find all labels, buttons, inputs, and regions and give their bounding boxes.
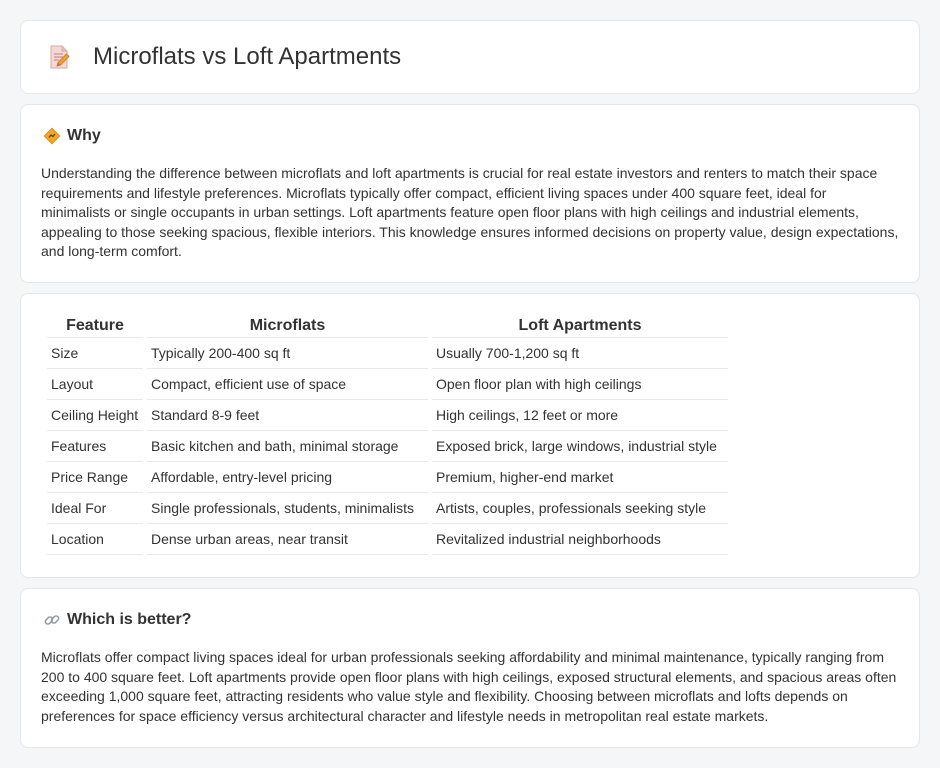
- why-title: Why: [67, 127, 101, 144]
- row-feature: Location: [47, 524, 143, 555]
- which-is-better-card: [20, 588, 920, 748]
- row-microflats: Typically 200-400 sq ft: [147, 338, 428, 369]
- row-loft: Premium, higher-end market: [432, 462, 728, 493]
- title-row: [45, 43, 401, 71]
- table-row: [47, 493, 728, 524]
- row-microflats: Affordable, entry-level pricing: [147, 462, 428, 493]
- why-heading: [43, 127, 101, 145]
- row-feature: Features: [47, 431, 143, 462]
- row-microflats: Single professionals, students, minimalists: [147, 493, 428, 524]
- table-row: [47, 524, 728, 555]
- row-microflats: Dense urban areas, near transit: [147, 524, 428, 555]
- page-title: Microflats vs Loft Apartments: [93, 43, 402, 70]
- comparison-table: [43, 316, 732, 555]
- row-loft: Exposed brick, large windows, industrial style: [432, 431, 728, 462]
- row-microflats: Basic kitchen and bath, minimal storage: [147, 431, 428, 462]
- row-feature: Ceiling Height: [47, 400, 143, 431]
- row-loft: Usually 700-1,200 sq ft: [432, 338, 728, 369]
- why-text: Understanding the difference between microflats and loft apartments is crucial for real estate investors and renters to match their space requirements and lifestyle preferences. Microflats typically offer compact, efficient living spaces under 400 square feet, ideal for minimalists or single occupants in urban settings. Loft apartments feature open floor plans with high ceilings and industrial elements, appealing to those seeking spacious, flexible interiors. This knowledge ensures informed decisions on property value, design expectations, and long-term comfort.: [41, 165, 899, 260]
- better-text: Microflats offer compact living spaces ideal for urban professionals seeking affordability and minimal maintenance, typically ranging from 200 to 400 square feet. Loft apartments provide open floor plans with high ceilings, exposed structural elements, and spacious areas often exceeding 1,000 square feet, attracting residents who value style and flexibility. Choosing between microflats and lofts depends on preferences for space efficiency versus architectural character and lifestyle needs in metropolitan real estate markets.: [41, 649, 897, 724]
- row-feature: Ideal For: [47, 493, 143, 524]
- row-loft: Open floor plan with high ceilings: [432, 369, 728, 400]
- row-loft: High ceilings, 12 feet or more: [432, 400, 728, 431]
- link-icon: [43, 611, 61, 629]
- document-edit-icon: [45, 43, 73, 71]
- row-feature: Size: [47, 338, 143, 369]
- row-microflats: Standard 8-9 feet: [147, 400, 428, 431]
- table-row: [47, 431, 728, 462]
- header-feature: Feature: [47, 316, 143, 338]
- table-row: [47, 338, 728, 369]
- row-feature: Price Range: [47, 462, 143, 493]
- header-microflats: Microflats: [147, 316, 428, 338]
- header-loft-apartments: Loft Apartments: [432, 316, 728, 338]
- row-loft: Revitalized industrial neighborhoods: [432, 524, 728, 555]
- better-title: Which is better?: [67, 611, 192, 628]
- table-row: [47, 400, 728, 431]
- table-header-row: [47, 316, 728, 338]
- comparison-card: [20, 293, 920, 578]
- why-card: [20, 104, 920, 283]
- table-row: [47, 369, 728, 400]
- header-card: [20, 20, 920, 94]
- row-microflats: Compact, efficient use of space: [147, 369, 428, 400]
- row-loft: Artists, couples, professionals seeking style: [432, 493, 728, 524]
- better-heading: [43, 611, 191, 629]
- row-feature: Layout: [47, 369, 143, 400]
- diamond-sign-icon: [43, 127, 61, 145]
- table-row: [47, 462, 728, 493]
